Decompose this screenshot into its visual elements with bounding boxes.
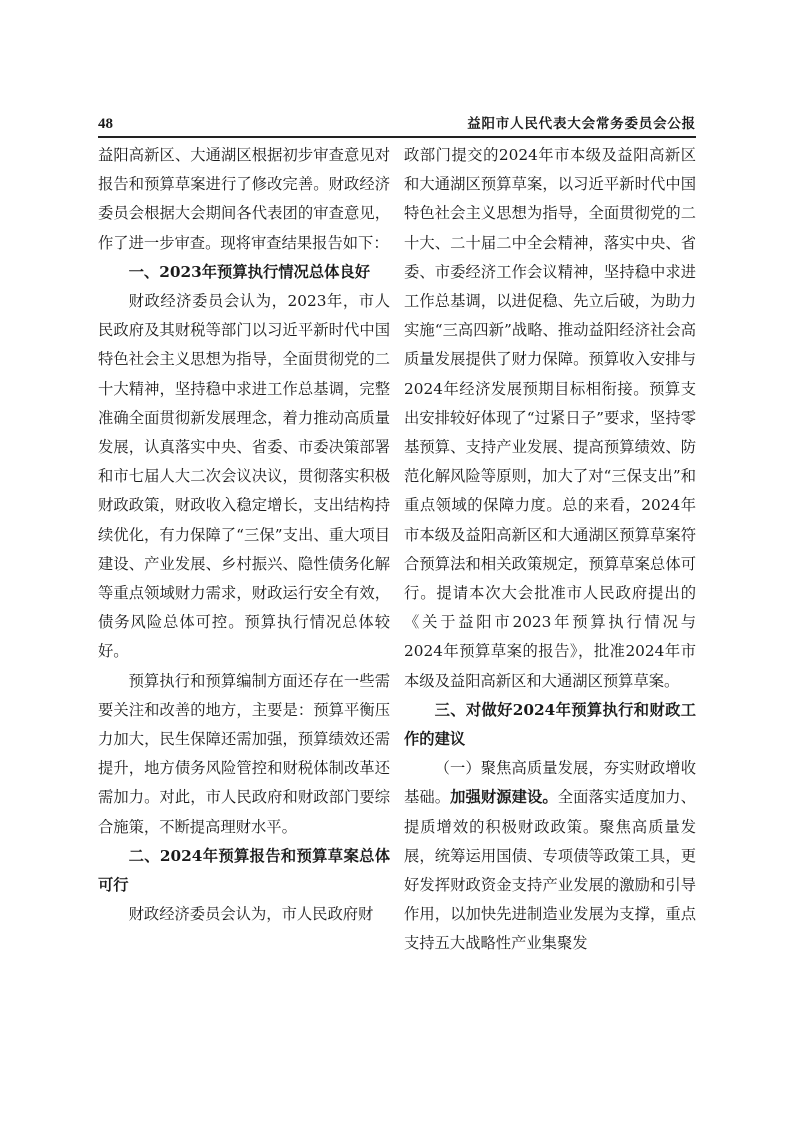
right-column xyxy=(404,141,696,959)
paragraph: 政部门提交的2024年市本级及益阳高新区和大通湖区预算草案，以习近平新时代中国特色社会主义思想为指导，全面贯彻党的二十大、二十届二中全会精神，落实中央、省委、市委经济工作会议精神，坚持稳中求进工作总基调，以进促稳、先立后破，为助力实施“三高四新”战略、推动益阳经济社会高质量发展提供了财力保障。预算收入安排与2024年经济发展预期目标相衔接。预算支出安排较好体现了“过紧日子”要求，坚持零基预算、支持产业发展、提高预算绩效、防范化解风险等原则，加大了对“三保支出”和重点领域的保障力度。总的来看，2024年市本级及益阳高新区和大通湖区预算草案符合预算法和相关政策规定，预算草案总体可行。提请本次大会批准市人民政府提出的《关于益阳市2023年预算执行情况与2024年预算草案的报告》，批准2024年市本级及益阳高新区和大通湖区预算草案。 xyxy=(404,146,696,690)
page-header xyxy=(98,114,696,134)
left-column xyxy=(98,141,390,929)
bold-phrase: 加强财源建设。 xyxy=(450,788,558,807)
paragraph-text: 全面落实适度加力、提质增效的积极财政政策。聚焦高质量发展，统筹运用国债、专项债等政策工具，更好发挥财政资金支持产业发展的激励和引导作用，以加快先进制造业发展为支撑，重点支持五大战略性产业集聚发 xyxy=(404,788,696,953)
section-heading-2: 二、2024年预算报告和预算草案总体可行 xyxy=(98,846,390,895)
page-number: 48 xyxy=(98,116,113,132)
subsection-lead: （一）聚焦高质量发展，夯实财政增收基础。 xyxy=(404,759,696,807)
header-rule xyxy=(98,136,696,138)
section-heading-3: 三、对做好2024年预算执行和财政工作的建议 xyxy=(404,700,696,749)
paragraph: 益阳高新区、大通湖区根据初步审查意见对报告和预算草案进行了修改完善。财政经济委员会根据大会期间各代表团的审查意见，作了进一步审查。现将审查结果报告如下： xyxy=(98,146,390,252)
paragraph xyxy=(404,754,696,958)
paragraph: 财政经济委员会认为，2023年，市人民政府及其财税等部门以习近平新时代中国特色社会主义思想为指导，全面贯彻党的二十大精神，坚持稳中求进工作总基调，完整准确全面贯彻新发展理念，着力推动高质量发展，认真落实中央、省委、市委决策部署和市七届人大二次会议决议，贯彻落实积极财政政策，财政收入稳定增长，支出结构持续优化，有力保障了“三保”支出、重大项目建设、产业发展、乡村振兴、隐性债务化解等重点领域财力需求，财政运行安全有效，债务风险总体可控。预算执行情况总体较好。 xyxy=(98,292,390,661)
paragraph: 预算执行和预算编制方面还存在一些需要关注和改善的地方，主要是：预算平衡压力加大，民生保障还需加强，预算绩效还需提升，地方债务风险管控和财税体制改革还需加力。对此，市人民政府和财政部门要综合施策，不断提高理财水平。 xyxy=(98,671,390,836)
journal-title: 益阳市人民代表大会常务委员会公报 xyxy=(467,116,696,132)
section-heading-1: 一、2023年预算执行情况总体良好 xyxy=(128,262,371,281)
paragraph: 财政经济委员会认为，市人民政府财 xyxy=(128,905,374,924)
